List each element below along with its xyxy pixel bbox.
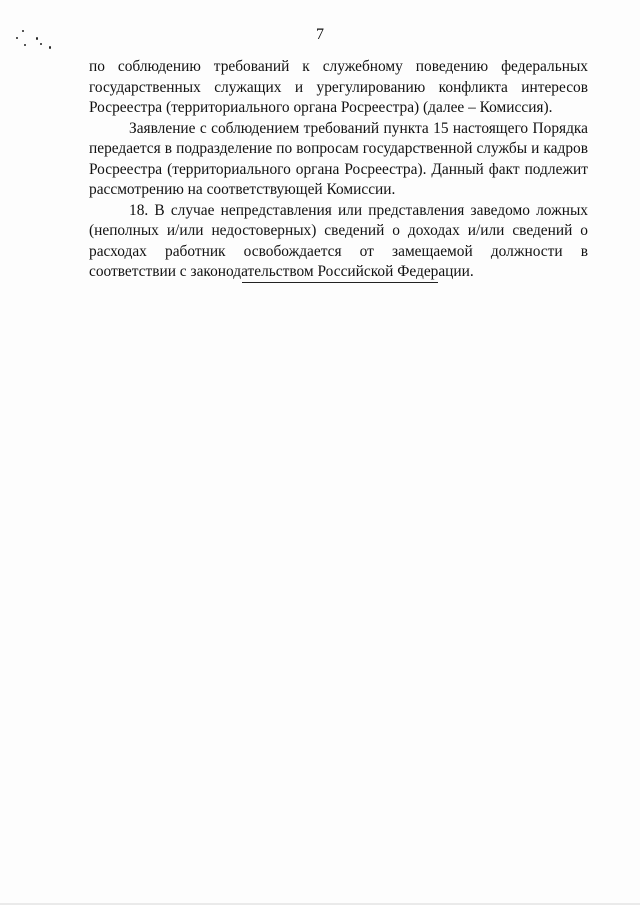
paragraph-application: Заявление с соблюдением требований пункта 15 настоящего Порядка передается в подразделение по вопросам государственной службы и кадров Росреестра (территориального органа Росреестра). Данный факт подлежит рассмотрению на соответствующей Комиссии.: [89, 119, 588, 198]
paragraph-item-18: 18. В случае непредставления или представления заведомо ложных (неполных и/или недостоверных) сведений о доходах и/или сведений о расходах работник освобождается от замещаемой должности в соответствии с законодательством Российской Федерации.: [89, 201, 588, 280]
page-number: 7: [316, 26, 324, 43]
end-separator-line: [242, 282, 438, 283]
document-body: [89, 57, 588, 283]
paragraph-continuation: по соблюдению требований к служебному поведению федеральных государственных служащих и урегулированию конфликта интересов Росреестра (территориального органа Росреестра) (далее – Комиссия).: [89, 58, 588, 116]
